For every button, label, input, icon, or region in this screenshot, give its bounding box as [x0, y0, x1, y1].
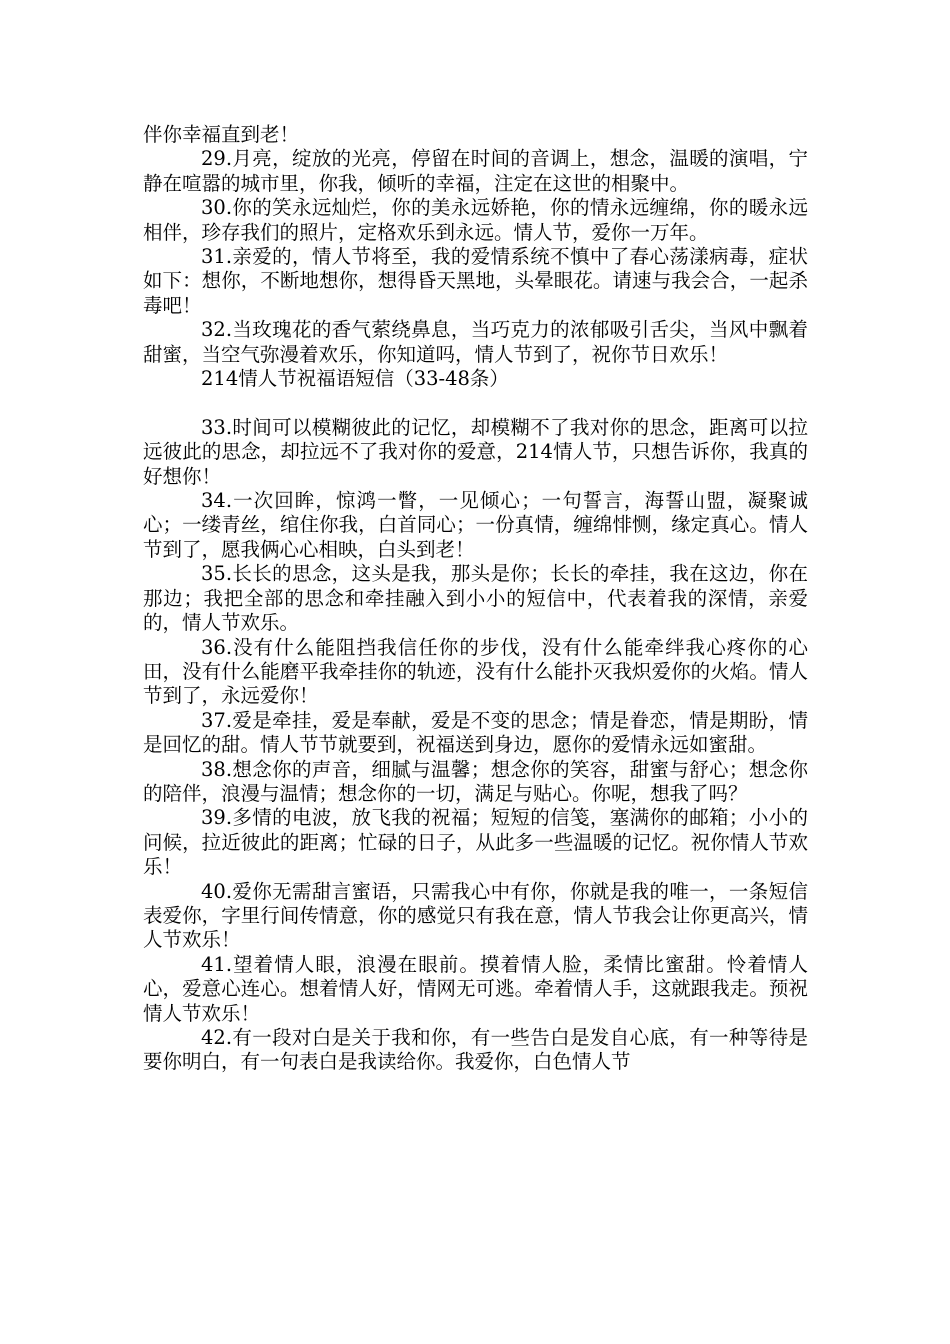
continuation-line: 伴你幸福直到老！ [143, 123, 300, 146]
paragraph-36: 36.没有什么能阻挡我信任你的步伐，没有什么能牵绊我心疼你的心田，没有什么能磨平我牵挂你的轨迹，没有什么能扑灭我炽爱你的火焰。情人节到了，永远爱你！ [143, 635, 808, 708]
paragraph-33: 33.时间可以模糊彼此的记忆，却模糊不了我对你的思念，距离可以拉远彼此的思念，却拉远不了我对你的爱意，214情人节，只想告诉你，我真的好想你！ [143, 415, 808, 488]
paragraph-32: 32.当玫瑰花的香气萦绕鼻息，当巧克力的浓郁吸引舌尖，当风中飘着甜蜜，当空气弥漫着欢乐，你知道吗，情人节到了，祝你节日欢乐！ [143, 318, 808, 366]
paragraph-34: 34.一次回眸，惊鸿一瞥，一见倾心；一句誓言，海誓山盟，凝聚诚心；一缕青丝，绾住你我，白首同心；一份真情，缠绵悱恻，缘定真心。情人节到了，愿我俩心心相映，白头到老！ [143, 489, 808, 561]
paragraph-30: 30.你的笑永远灿烂，你的美永远娇艳，你的情永远缠绵，你的暖永远相伴，珍存我们的照片，定格欢乐到永远。情人节，爱你一万年。 [143, 196, 808, 244]
paragraph-37: 37.爱是牵挂，爱是奉献，爱是不变的思念；情是眷恋，情是期盼，情是回忆的甜。情人节节就要到，祝福送到身边，愿你的爱情永远如蜜甜。 [143, 708, 808, 757]
paragraph-39: 39.多情的电波，放飞我的祝福；短短的信笺，塞满你的邮箱；小小的问候，拉近彼此的距离；忙碌的日子，从此多一些温暖的记忆。祝你情人节欢乐！ [143, 806, 808, 879]
paragraph-29: 29.月亮，绽放的光亮，停留在时间的音调上，想念，温暖的演唱，宁静在喧嚣的城市里，你我，倾听的幸福，注定在这世的相聚中。 [143, 147, 808, 195]
paragraph-38: 38.想念你的声音，细腻与温馨；想念你的笑容，甜蜜与舒心；想念你的陪伴，浪漫与温情；想念你的一切，满足与贴心。你呢，想我了吗？ [143, 757, 808, 805]
paragraph-41: 41.望着情人眼，浪漫在眼前。摸着情人脸，柔情比蜜甜。怜着情人心，爱意心连心。想着情人好，情网无可逃。牵着情人手，这就跟我走。预祝情人节欢乐！ [143, 952, 808, 1025]
paragraph-42: 42.有一段对白是关于我和你，有一些告白是发自心底，有一种等待是要你明白，有一句表白是我读给你。我爱你，白色情人节 [143, 1026, 808, 1074]
paragraph-40: 40.爱你无需甜言蜜语，只需我心中有你，你就是我的唯一，一条短信表爱你，字里行间传情意，你的感觉只有我在意，情人节我会让你更高兴，情人节欢乐！ [143, 879, 808, 952]
section-heading: 214情人节祝福语短信（33-48条） [201, 367, 509, 391]
paragraph-35: 35.长长的思念，这头是我，那头是你；长长的牵挂，我在这边，你在那边；我把全部的思念和牵挂融入到小小的短信中，代表着我的深情，亲爱的，情人节欢乐。 [143, 562, 808, 635]
blank-line [143, 391, 808, 415]
document-body [143, 123, 808, 1075]
paragraph-31: 31.亲爱的，情人节将至，我的爱情系统不慎中了春心荡漾病毒，症状如下：想你，不断地想你，想得昏天黑地，头晕眼花。请速与我会合，一起杀毒吧！ [143, 245, 808, 317]
